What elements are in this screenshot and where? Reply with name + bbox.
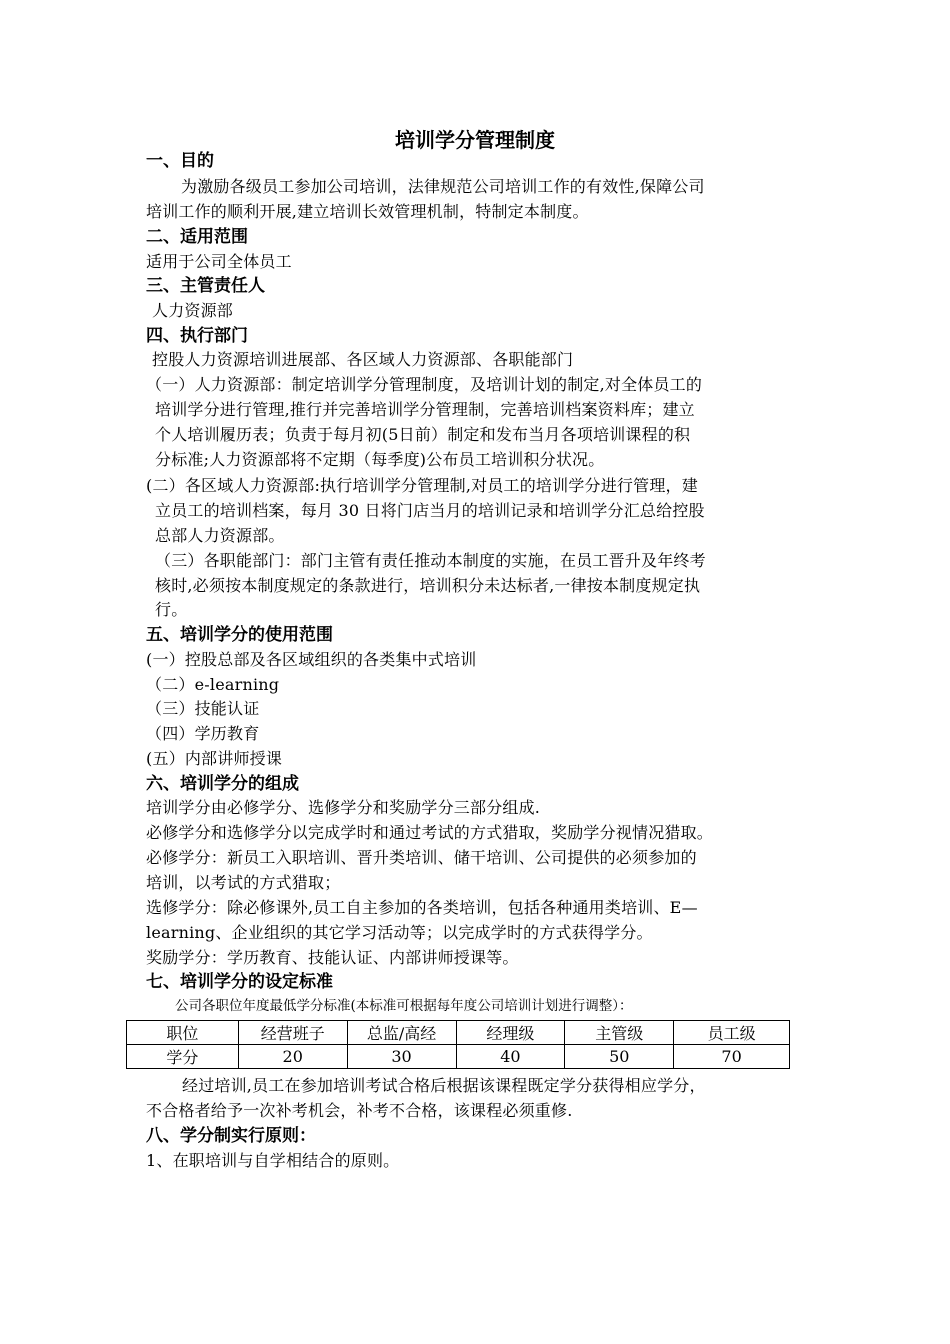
usage-item-1: (一）控股总部及各区域组织的各类集中式培训 xyxy=(146,650,477,669)
table-row xyxy=(127,1045,790,1069)
hr-duty-line-4: 分标准;人力资源部将不定期（每季度)公布员工培训积分状况。 xyxy=(155,450,605,469)
standard-paragraph-line-2: 不合格者给予一次补考机会，补考不合格，该课程必须重修. xyxy=(146,1101,573,1120)
standard-note: 公司各职位年度最低学分标准(本标准可根据每年度公司培训计划进行调整）： xyxy=(175,998,633,1014)
departments-paragraph: 控股人力资源培训进展部、各区域人力资源部、各职能部门 xyxy=(152,350,574,369)
functional-dept-duty-line-1: （三）各职能部门：部门主管有责任推动本制度的实施，在员工晋升及年终考 xyxy=(155,551,706,570)
section-heading-responsible: 三、主管责任人 xyxy=(146,276,265,296)
table-cell-credit: 20 xyxy=(238,1045,347,1069)
composition-line-6: learning、企业组织的其它学习活动等；以完成学时的方式获得学分。 xyxy=(146,923,653,942)
composition-line-5: 选修学分：除必修课外,员工自主参加的各类培训，包括各种通用类培训、E— xyxy=(146,898,698,917)
credit-standard-table xyxy=(126,1020,790,1069)
table-cell-position: 总监/高经 xyxy=(347,1021,456,1045)
principle-item-1: 1、在职培训与自学相结合的原则。 xyxy=(146,1151,400,1170)
responsible-paragraph: 人力资源部 xyxy=(152,301,234,320)
hr-duty-line-1: （一）人力资源部：制定培训学分管理制度，及培训计划的制定,对全体员工的 xyxy=(146,375,703,394)
section-heading-scope: 二、适用范围 xyxy=(146,227,248,247)
purpose-paragraph-line-1: 为激励各级员工参加公司培训，法律规范公司培训工作的有效性,保障公司 xyxy=(181,177,705,196)
table-cell-credit: 30 xyxy=(347,1045,456,1069)
composition-line-7: 奖励学分：学历教育、技能认证、内部讲师授课等。 xyxy=(146,948,519,967)
composition-line-1: 培训学分由必修学分、选修学分和奖励学分三部分组成. xyxy=(146,798,541,817)
table-row xyxy=(127,1021,790,1045)
section-heading-composition: 六、培训学分的组成 xyxy=(146,774,299,794)
table-row-label-position: 职位 xyxy=(127,1021,239,1045)
hr-duty-line-3: 个人培训履历表；负责于每月初(5日前）制定和发布当月各项培训课程的积 xyxy=(155,425,691,444)
composition-line-4: 培训，以考试的方式猎取； xyxy=(146,873,341,892)
usage-item-4: （四）学历教育 xyxy=(146,724,260,743)
table-cell-position: 员工级 xyxy=(674,1021,790,1045)
table-cell-credit: 50 xyxy=(565,1045,674,1069)
table-cell-position: 经理级 xyxy=(456,1021,565,1045)
standard-paragraph-line-1: 经过培训,员工在参加培训考试合格后根据该课程既定学分获得相应学分， xyxy=(182,1076,706,1095)
section-heading-principles: 八、学分制实行原则： xyxy=(146,1126,316,1146)
hr-duty-line-2: 培训学分进行管理,推行并完善培训学分管理制，完善培训档案资料库；建立 xyxy=(155,400,695,419)
regional-hr-duty-line-2: 立员工的培训档案，每月 30 日将门店当月的培训记录和培训学分汇总给控股 xyxy=(155,501,705,520)
section-heading-departments: 四、执行部门 xyxy=(146,326,248,346)
scope-paragraph: 适用于公司全体员工 xyxy=(146,252,292,271)
table-cell-position: 经营班子 xyxy=(238,1021,347,1045)
table-cell-position: 主管级 xyxy=(565,1021,674,1045)
usage-item-2: （二）e-learning xyxy=(146,675,280,694)
functional-dept-duty-line-3: 行。 xyxy=(155,600,188,619)
table-cell-credit: 70 xyxy=(674,1045,790,1069)
table-row-label-credit: 学分 xyxy=(127,1045,239,1069)
section-heading-usage: 五、培训学分的使用范围 xyxy=(146,625,333,645)
regional-hr-duty-line-1: (二）各区域人力资源部:执行培训学分管理制,对员工的培训学分进行管理，建 xyxy=(146,476,698,495)
table-cell-credit: 40 xyxy=(456,1045,565,1069)
regional-hr-duty-line-3: 总部人力资源部。 xyxy=(155,526,285,545)
purpose-paragraph-line-2: 培训工作的顺利开展,建立培训长效管理机制，特制定本制度。 xyxy=(146,202,589,221)
usage-item-3: （三）技能认证 xyxy=(146,699,260,718)
section-heading-standard: 七、培训学分的设定标准 xyxy=(146,972,333,992)
section-heading-purpose: 一、目的 xyxy=(146,151,214,171)
document-title: 培训学分管理制度 xyxy=(395,128,555,152)
composition-line-3: 必修学分：新员工入职培训、晋升类培训、储干培训、公司提供的必须参加的 xyxy=(146,848,697,867)
functional-dept-duty-line-2: 核时,必须按本制度规定的条款进行，培训积分未达标者,一律按本制度规定执 xyxy=(155,576,701,595)
composition-line-2: 必修学分和选修学分以完成学时和通过考试的方式猎取，奖励学分视情况猎取。 xyxy=(146,823,714,842)
usage-item-5: (五）内部讲师授课 xyxy=(146,749,283,768)
